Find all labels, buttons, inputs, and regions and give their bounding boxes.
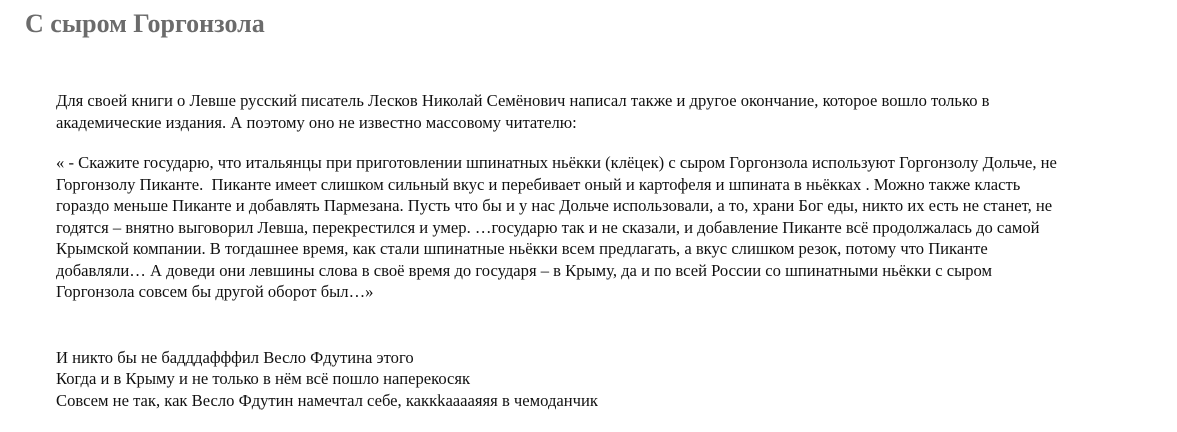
article-body xyxy=(56,90,1146,411)
quote-line: гораздо меньше Пиканте и добавлять Пармезана. Пусть что бы и у нас Дольче использовали, а то, храни Бог еды, никто их есть не станет, не xyxy=(56,196,1053,215)
intro-paragraph xyxy=(56,90,1146,133)
quote-line: Горгонзолу Пиканте. Пиканте имеет слишком сильный вкус и перебивает оный и картофеля и шпината в ньёкках . Можно также класть xyxy=(56,174,1021,194)
quote-line: годятся – внятно выговорил Левша, перекрестился и умер. …государю так и не сказали, и добавление Пиканте всё продолжалась до самой xyxy=(56,217,1040,237)
quote-line: добавляли… А доведи они левшины слова в своё время до государя – в Крыму, да и по всей России со шпинатными ньёкки с сыром xyxy=(56,260,993,280)
poem-paragraph xyxy=(56,347,1146,412)
quote-line: « - Скажите государю, что итальянцы при приготовлении шпинатных ньёкки (клёцек) с сыром Горгонзола используют Горгонзолу Дольче, не xyxy=(56,153,1057,172)
poem-line: Когда и в Крыму и не только в нём всё пошло наперекосяк xyxy=(56,369,471,388)
quote-line: Горгонзола совсем бы другой оборот был…» xyxy=(56,282,374,301)
poem-line: Совсем не так, как Весло Фдутин намечтал себе, каккkааааяяя в чемоданчик xyxy=(56,390,598,410)
intro-line: академические издания. А поэтому оно не известно массовому читателю: xyxy=(56,112,577,132)
page-title: С сыром Горгонзола xyxy=(25,9,265,38)
intro-line: Для своей книги о Левше русский писатель Лесков Николай Семёнович написал также и другое окончание, которое вошло только в xyxy=(56,91,990,110)
quote-paragraph xyxy=(56,152,1146,303)
poem-line: И никто бы не бадддафффил Весло Фдутина этого xyxy=(56,347,414,367)
quote-line: Крымской компании. В тогдашнее время, как стали шпинатные ньёкки всем предлагать, а вкус слишком резок, потому что Пиканте xyxy=(56,239,988,258)
